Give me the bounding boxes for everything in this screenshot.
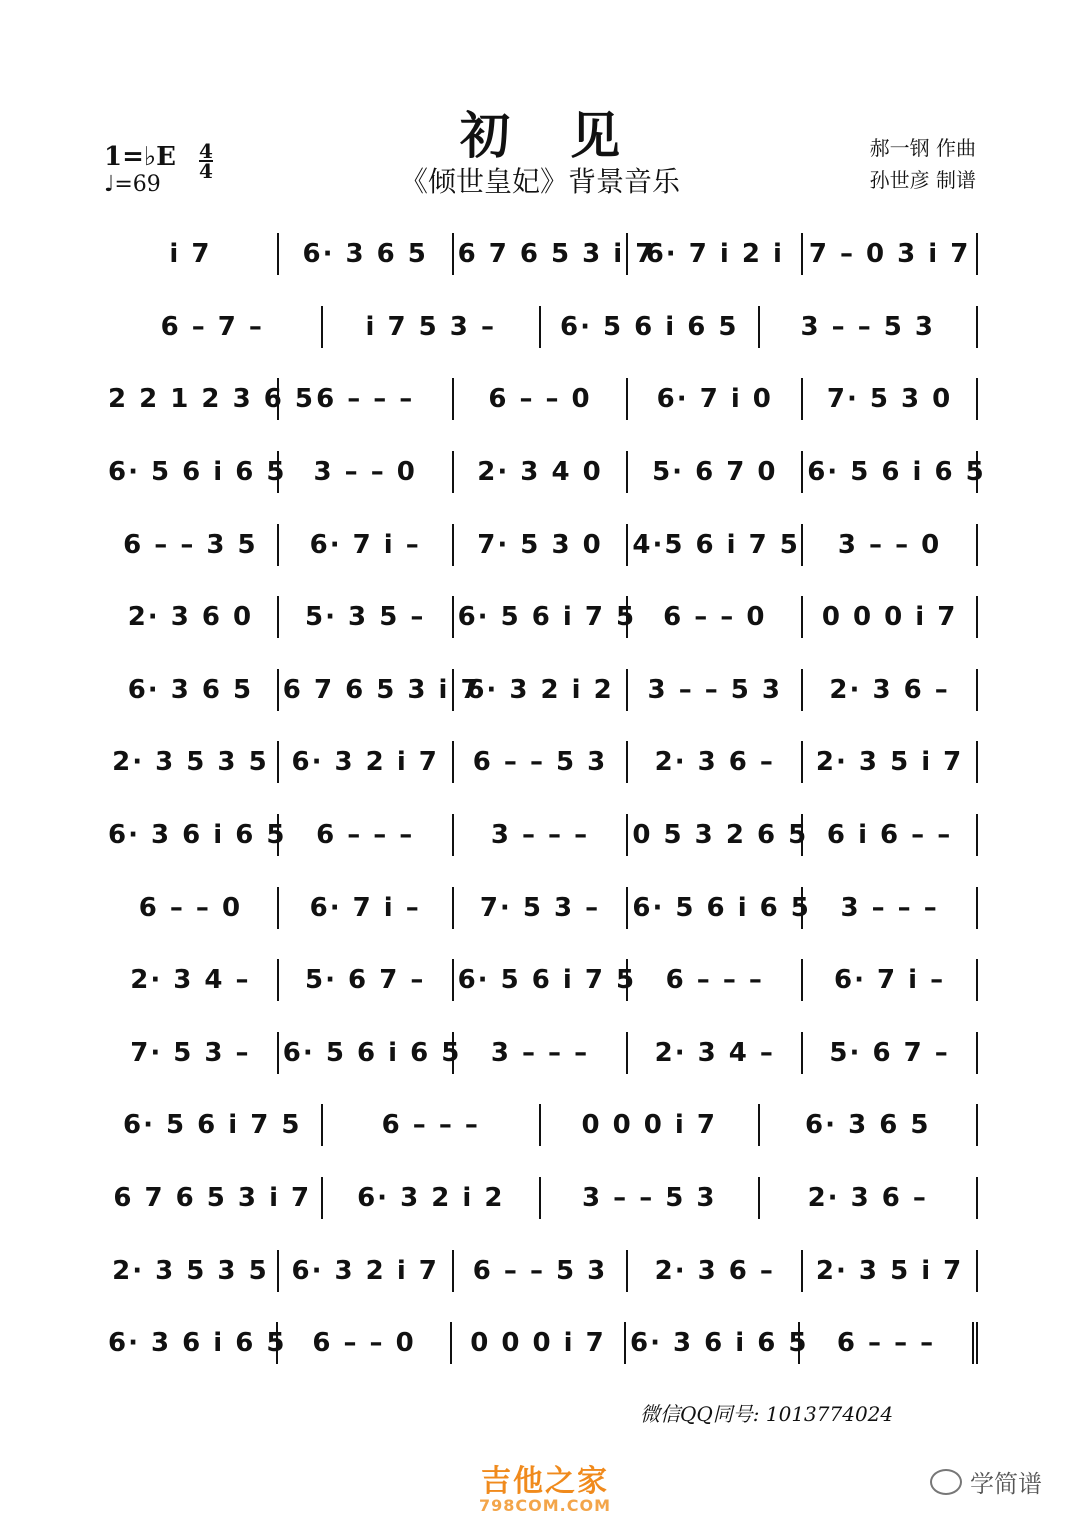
wechat-icon	[930, 1469, 962, 1495]
measure: 6· 7 i –	[803, 959, 978, 1001]
measure: 0 0 0 i 7	[452, 1322, 626, 1364]
measure: 7· 5 3 –	[104, 1032, 279, 1074]
key-label: 1=♭E	[104, 142, 176, 172]
measure: 6· 5 6 i 6 5	[104, 451, 279, 493]
measure: 2· 3 5 3 5	[104, 1250, 279, 1292]
measure: 2· 3 5 i 7	[803, 1250, 978, 1292]
time-signature-top: 4	[199, 139, 213, 163]
measure: 6· 3 6 i 6 5	[626, 1322, 800, 1364]
measure: 2· 3 6 –	[760, 1177, 979, 1219]
score-row	[104, 363, 978, 436]
credits	[870, 132, 976, 196]
measure: 6 – – 5 3	[454, 741, 629, 783]
measure: 0 5 3 2 6 5	[628, 814, 803, 856]
score-row	[104, 1234, 978, 1307]
measure: 2· 3 4 0	[454, 451, 629, 493]
score-row	[104, 1162, 978, 1235]
measure: 6· 7 i –	[279, 524, 454, 566]
measure: 6· 5 6 i 6 5	[279, 1032, 454, 1074]
key-signature	[104, 139, 213, 197]
logo-url: 798COM.COM	[478, 1496, 611, 1515]
measure: 2· 3 4 –	[104, 959, 279, 1001]
measure: 5· 6 7 –	[279, 959, 454, 1001]
measure: 6· 5 6 i 6 5	[541, 306, 760, 348]
measure: 6 – – –	[279, 378, 454, 420]
measure: 6· 5 6 i 7 5	[454, 959, 629, 1001]
measure: 6 – – 0	[104, 887, 279, 929]
measure: 6 – – –	[628, 959, 803, 1001]
measure: 6· 5 6 i 6 5	[803, 451, 978, 493]
measure: 7· 5 3 0	[454, 524, 629, 566]
measure: 7· 5 3 –	[454, 887, 629, 929]
measure: 2· 3 6 –	[628, 741, 803, 783]
measure: 6 i 6 – –	[803, 814, 978, 856]
measure: 6 – – –	[279, 814, 454, 856]
measure: 6 – – –	[800, 1322, 978, 1364]
measure: i 7	[104, 233, 279, 275]
measure: 6· 3 2 i 2	[454, 669, 629, 711]
measure: 6 – – 0	[278, 1322, 452, 1364]
score-row	[104, 291, 978, 364]
score	[104, 218, 986, 1380]
measure: 6· 3 2 i 2	[323, 1177, 542, 1219]
measure: 6· 5 6 i 7 5	[104, 1104, 323, 1146]
measure: 6· 7 i 0	[628, 378, 803, 420]
transcriber-credit: 孙世彦 制谱	[869, 168, 976, 192]
measure: 2· 3 6 0	[104, 596, 279, 638]
tempo-label: ♩=69	[104, 172, 161, 197]
measure: 6 – – 5 3	[454, 1250, 629, 1292]
page-subtitle: 《倾世皇妃》背景音乐	[399, 165, 680, 198]
measure: 6 7 6 5 3 i 7	[279, 669, 454, 711]
measure: 0 0 0 i 7	[541, 1104, 760, 1146]
measure: 7· 5 3 0	[803, 378, 978, 420]
measure: 2· 3 5 3 5	[104, 741, 279, 783]
score-row	[104, 799, 978, 872]
measure: i 7 5 3 –	[323, 306, 542, 348]
page-title: 初见	[460, 106, 680, 165]
measure: 2 2 1 2 3 6 5	[104, 378, 279, 420]
score-row	[104, 726, 978, 799]
measure: 0 0 0 i 7	[803, 596, 978, 638]
time-signature	[199, 139, 213, 183]
measure: 7 – 0 3 i 7	[803, 233, 978, 275]
measure: 3 – – –	[454, 814, 629, 856]
measure: 6· 3 6 i 6 5	[104, 1322, 278, 1364]
score-row	[104, 871, 978, 944]
time-signature-bottom: 4	[199, 159, 213, 183]
score-row	[104, 654, 978, 727]
measure: 6· 5 6 i 7 5	[454, 596, 629, 638]
measure: 6 – – 0	[454, 378, 629, 420]
measure: 6· 7 i –	[279, 887, 454, 929]
score-row	[104, 1089, 978, 1162]
measure: 3 – – –	[454, 1032, 629, 1074]
measure: 6 – – –	[323, 1104, 542, 1146]
measure: 6· 3 2 i 7	[279, 741, 454, 783]
measure: 5· 6 7 0	[628, 451, 803, 493]
measure: 3 – – 5 3	[541, 1177, 760, 1219]
measure: 6· 3 6 i 6 5	[104, 814, 279, 856]
measure: 4·5 6 i 7 5	[628, 524, 803, 566]
score-row	[104, 218, 978, 291]
measure: 2· 3 4 –	[628, 1032, 803, 1074]
measure: 6· 3 6 5	[279, 233, 454, 275]
measure: 6· 7 i 2 i	[628, 233, 803, 275]
measure: 5· 6 7 –	[803, 1032, 978, 1074]
measure: 2· 3 5 i 7	[803, 741, 978, 783]
measure: 6 7 6 5 3 i 7	[104, 1177, 323, 1219]
measure: 3 – – –	[803, 887, 978, 929]
measure: 6 7 6 5 3 i 7	[454, 233, 629, 275]
measure: 2· 3 6 –	[628, 1250, 803, 1292]
logo-text: 吉他之家	[481, 1464, 609, 1499]
score-row	[104, 1307, 978, 1380]
score-row	[104, 581, 978, 654]
score-row	[104, 1017, 978, 1090]
site-logo	[470, 1456, 620, 1515]
measure: 6· 5 6 i 6 5	[628, 887, 803, 929]
measure: 3 – – 5 3	[760, 306, 979, 348]
measure: 5· 3 5 –	[279, 596, 454, 638]
score-row	[104, 508, 978, 581]
measure: 6· 3 6 5	[104, 669, 279, 711]
measure: 3 – – 5 3	[628, 669, 803, 711]
measure: 6 – 7 –	[104, 306, 323, 348]
measure: 6· 3 2 i 7	[279, 1250, 454, 1292]
contact-id: 微信QQ同号: 1013774024	[640, 1402, 894, 1426]
composer-credit: 郝一钢 作曲	[869, 136, 976, 160]
measure: 3 – – 0	[803, 524, 978, 566]
score-row	[104, 436, 986, 509]
score-row	[104, 944, 978, 1017]
wechat-label: 学简谱	[970, 1470, 1042, 1498]
measure: 6· 3 6 5	[760, 1104, 979, 1146]
measure: 6 – – 3 5	[104, 524, 279, 566]
measure: 3 – – 0	[279, 451, 454, 493]
measure: 2· 3 6 –	[803, 669, 978, 711]
measure: 6 – – 0	[628, 596, 803, 638]
wechat-badge	[930, 1464, 1042, 1499]
